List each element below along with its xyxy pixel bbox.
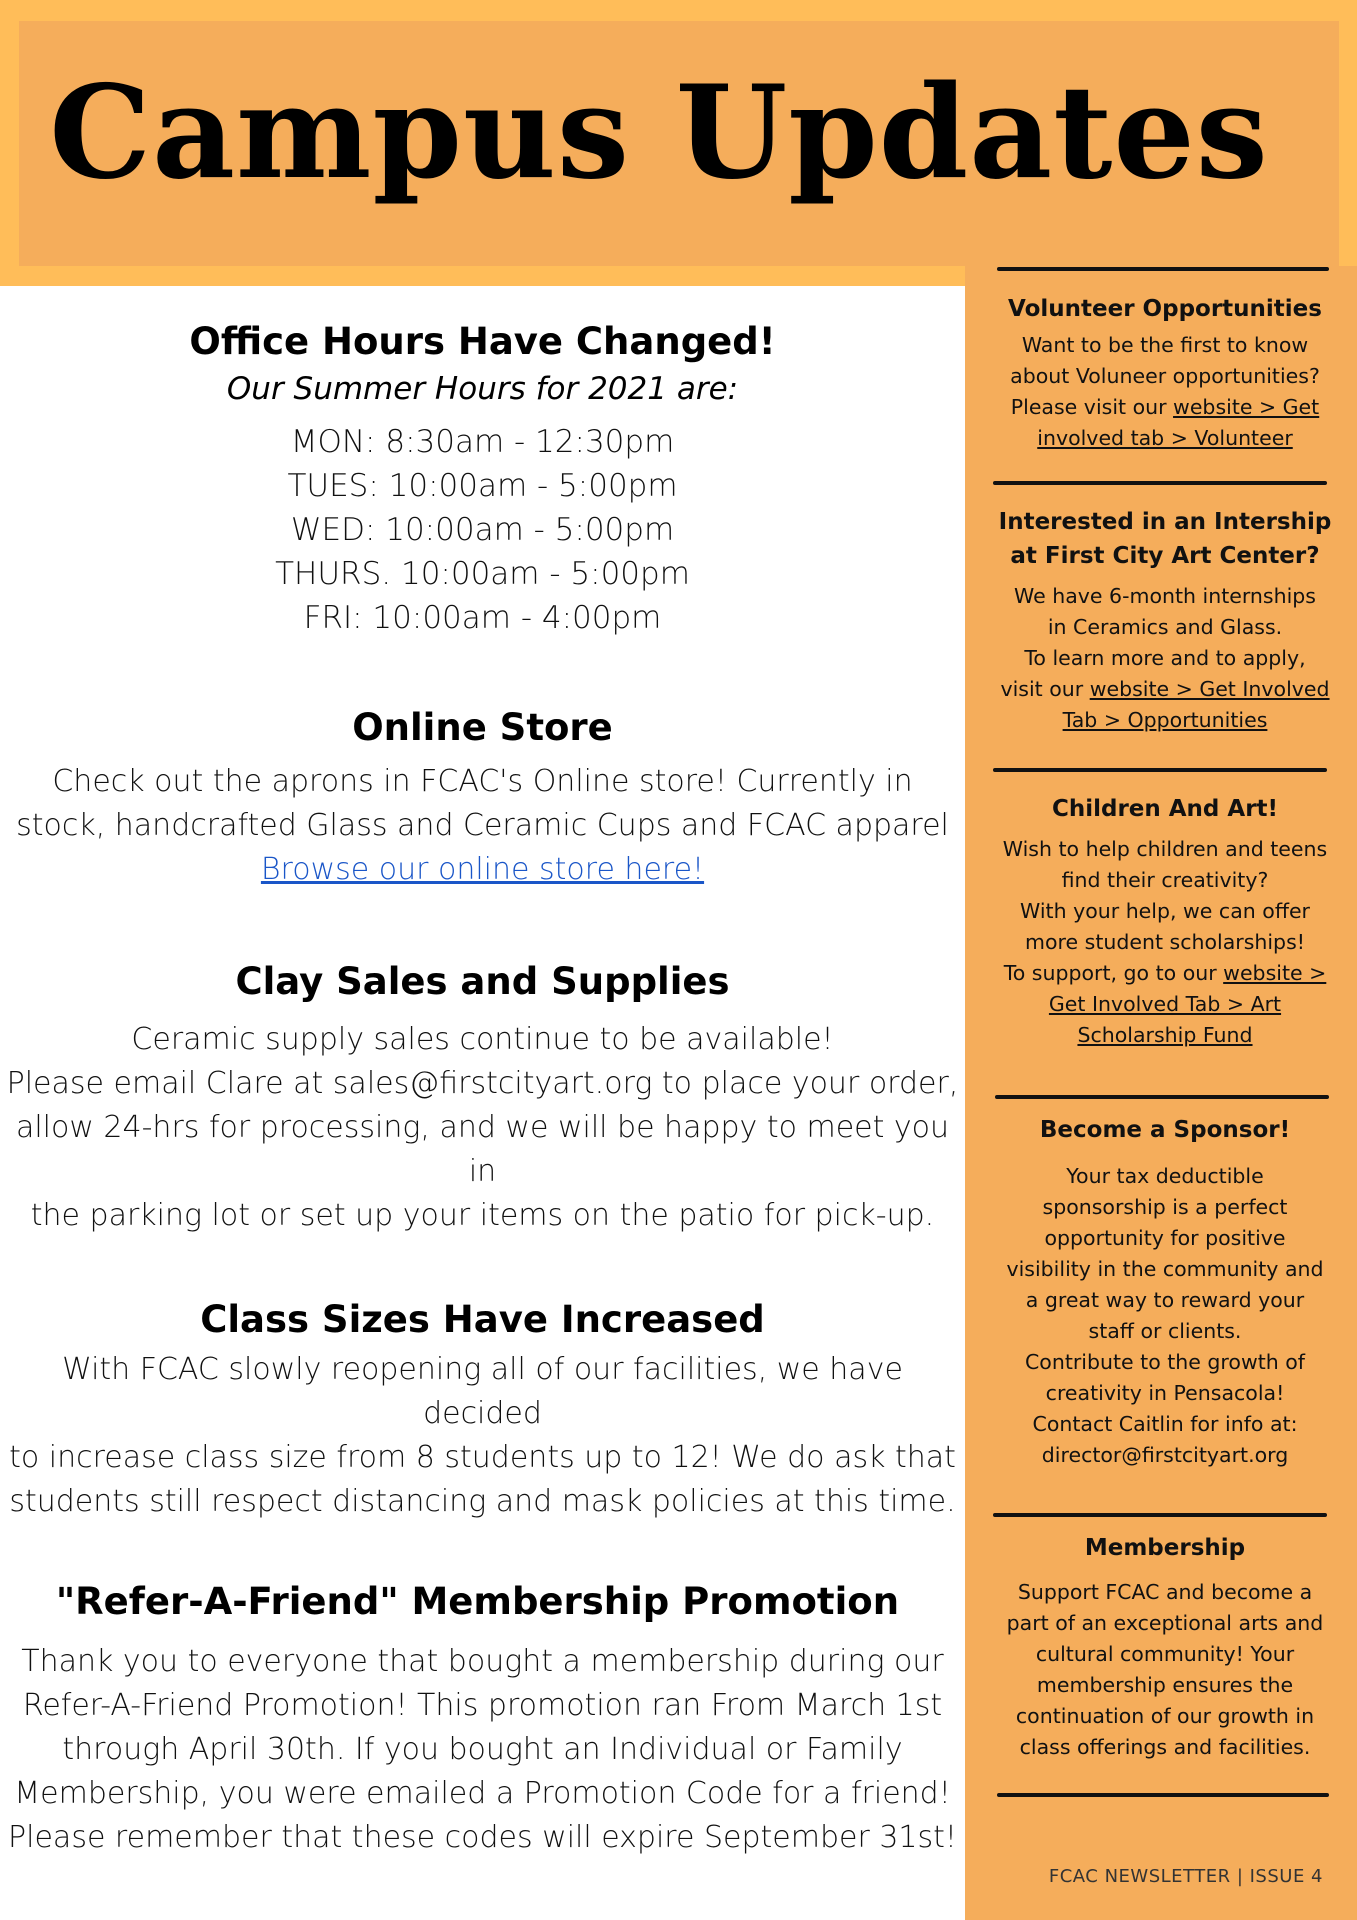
membership-text: continuation of our growth in [1015, 1704, 1315, 1728]
hours-line: WED: 10:00am - 5:00pm [290, 512, 675, 548]
class-sizes-text: to increase class size from 8 students up to 12! We do ask that [9, 1440, 956, 1475]
clay-sales-text: Please email Clare at sales@firstcityart.org to place your order, [6, 1066, 959, 1101]
refer-friend-text: Membership, you were emailed a Promotion Code for a friend! [14, 1776, 951, 1811]
sponsor-text: sponsorship is a perfect [1042, 1195, 1288, 1219]
class-sizes-text: With FCAC slowly reopening all of our facilities, we have decided [62, 1352, 903, 1431]
class-sizes-section [0, 1296, 965, 1524]
online-store-link[interactable]: Browse our online store here! [260, 852, 705, 887]
membership-text: part of an exceptional arts and [1006, 1611, 1324, 1635]
internship-text: We have 6-month internships [1014, 584, 1316, 608]
children-art-text: more student scholarships! [1025, 930, 1305, 954]
office-hours-section [0, 318, 965, 640]
internship-text: To learn more and to apply, [1024, 646, 1306, 670]
sidebar-divider [993, 481, 1327, 485]
hours-line: THURS. 10:00am - 5:00pm [275, 556, 690, 592]
sponsor-text: Contact Caitlin for info at: [1032, 1412, 1298, 1436]
children-art-box [993, 792, 1337, 1051]
volunteer-text [993, 392, 1337, 423]
sponsor-email: director@firstcityart.org [1041, 1443, 1289, 1467]
membership-text: Support FCAC and become a [1017, 1580, 1313, 1604]
children-art-link-line [993, 1020, 1337, 1051]
sponsor-text: a great way to reward your [1025, 1288, 1305, 1312]
refer-friend-text: Refer-A-Friend Promotion! This promotion ran From March 1st [22, 1688, 943, 1723]
volunteer-heading: Volunteer Opportunities [1008, 296, 1322, 322]
sidebar-divider [993, 768, 1327, 772]
sponsor-text: opportunity for positive [1044, 1226, 1286, 1250]
internship-link-line [993, 705, 1337, 736]
refer-friend-section [0, 1578, 965, 1860]
sponsor-box [993, 1113, 1337, 1471]
children-art-heading: Children And Art! [1051, 796, 1279, 822]
children-art-link[interactable]: website > [1223, 961, 1327, 985]
online-store-heading: Online Store [352, 706, 613, 749]
class-sizes-text: students still respect distancing and mask policies at this time. [9, 1484, 956, 1519]
membership-heading: Membership [1084, 1535, 1246, 1561]
children-art-link-line [993, 989, 1337, 1020]
children-art-link[interactable]: Get Involved Tab > Art [1048, 992, 1282, 1016]
membership-text: membership ensures the [1036, 1673, 1294, 1697]
membership-text: cultural community! Your [1035, 1642, 1295, 1666]
sidebar-divider [997, 1793, 1329, 1797]
sidebar-divider [995, 1095, 1329, 1099]
office-hours-subheading: Our Summer Hours for 2021 are: [226, 371, 739, 407]
volunteer-link[interactable]: website > Get [1173, 395, 1320, 419]
volunteer-link-line [993, 423, 1337, 454]
internship-link[interactable]: Tab > Opportunities [1062, 708, 1268, 732]
sponsor-text: staff or clients. [1088, 1319, 1242, 1343]
sponsor-text: Your tax deductible [1066, 1164, 1264, 1188]
clay-sales-text: Ceramic supply sales continue to be available! [131, 1022, 834, 1057]
internship-link[interactable]: website > Get Involved [1089, 677, 1330, 701]
internship-heading: Interested in an Intership [998, 509, 1332, 535]
sponsor-heading: Become a Sponsor! [1039, 1117, 1291, 1143]
sponsor-text: Contribute to the growth of [1024, 1350, 1306, 1374]
hours-line: FRI: 10:00am - 4:00pm [303, 600, 662, 636]
refer-friend-text: through April 30th. If you bought an Individual or Family [62, 1732, 903, 1767]
volunteer-text: Want to be the first to know [1021, 333, 1309, 357]
clay-sales-heading: Clay Sales and Supplies [235, 960, 730, 1003]
online-store-text: stock, handcrafted Glass and Ceramic Cups and FCAC apparel [16, 808, 949, 843]
newsletter-footer: FCAC NEWSLETTER | ISSUE 4 [1048, 1866, 1323, 1887]
children-art-text-prefix: To support, go to our [1003, 961, 1224, 985]
online-store-section [0, 704, 965, 892]
sponsor-text: creativity in Pensacola! [1045, 1381, 1285, 1405]
internship-heading: at First City Art Center? [1010, 543, 1320, 569]
internship-text: in Ceramics and Glass. [1047, 615, 1283, 639]
clay-sales-section [0, 958, 965, 1238]
hours-line: TUES: 10:00am - 5:00pm [287, 468, 678, 504]
children-art-text: find their creativity? [1061, 868, 1269, 892]
volunteer-text-prefix: Please visit our [1010, 395, 1174, 419]
page-title: Campus Updates [49, 57, 1269, 208]
office-hours-heading: Office Hours Have Changed! [189, 320, 776, 363]
membership-text: class offerings and facilities. [1019, 1735, 1311, 1759]
children-art-text: With your help, we can offer [1020, 899, 1310, 923]
hours-line: MON: 8:30am - 12:30pm [290, 424, 675, 460]
refer-friend-text: Thank you to everyone that bought a membership during our [21, 1644, 944, 1679]
volunteer-text: about Voluneer opportunities? [1010, 364, 1320, 388]
volunteer-link[interactable]: involved tab > Volunteer [1037, 426, 1293, 450]
clay-sales-text: the parking lot or set up your items on the patio for pick-up. [30, 1198, 935, 1233]
class-sizes-heading: Class Sizes Have Increased [200, 1298, 765, 1341]
refer-friend-text: Please remember that these codes will expire September 31st! [8, 1820, 957, 1855]
sponsor-text: visibility in the community and [1006, 1257, 1324, 1281]
internship-text [993, 674, 1337, 705]
online-store-text: Check out the aprons in FCAC's Online store! Currently in [52, 764, 913, 799]
refer-friend-heading: "Refer-A-Friend" Membership Promotion [55, 1580, 900, 1623]
sidebar-divider [997, 267, 1329, 271]
children-art-link[interactable]: Scholarship Fund [1077, 1023, 1253, 1047]
internship-text-prefix: visit our [1000, 677, 1090, 701]
internship-box [993, 505, 1337, 736]
membership-box [993, 1531, 1337, 1763]
volunteer-box [993, 292, 1337, 454]
children-art-text: Wish to help children and teens [1002, 837, 1328, 861]
clay-sales-text: allow 24-hrs for processing, and we will be happy to meet you in [15, 1110, 950, 1189]
sidebar-divider [993, 1513, 1327, 1517]
header-banner [19, 21, 1339, 266]
children-art-text [993, 958, 1337, 989]
